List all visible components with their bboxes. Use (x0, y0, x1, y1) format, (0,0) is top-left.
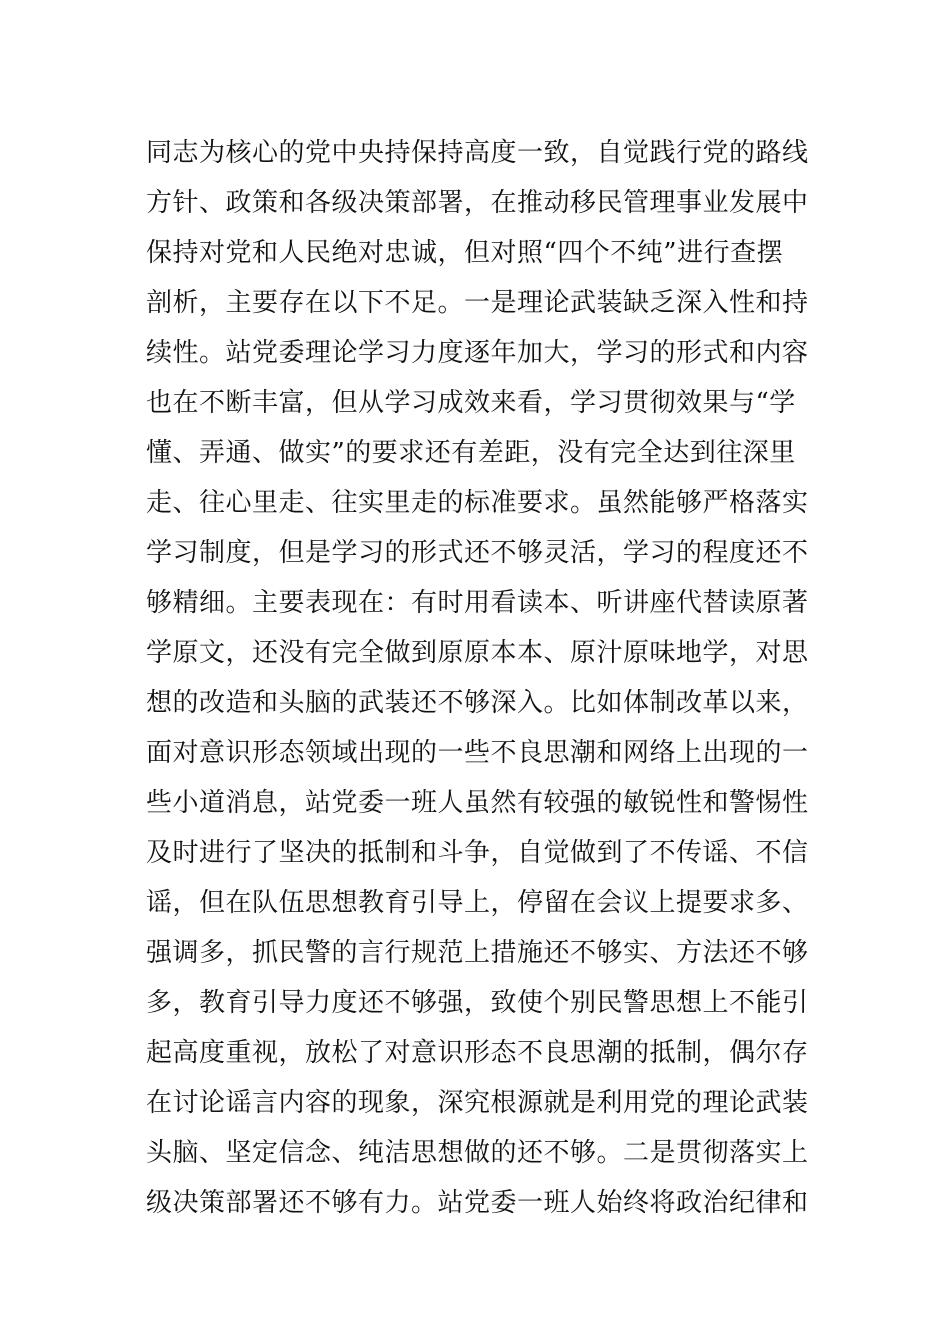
text-line: 强调多，抓民警的言行规范上措施还不够实、方法还不够 (146, 938, 809, 968)
text-line: 剖析，主要存在以下不足。一是理论武装缺乏深入性和持 (146, 288, 809, 318)
text-line: 走、往心里走、往实里走的标准要求。虽然能够严格落实 (146, 488, 809, 518)
text-line: 面对意识形态领域出现的一些不良思潮和网络上出现的一 (146, 738, 809, 768)
text-line: 保持对党和人民绝对忠诚，但对照“四个不纯”进行查摆 (146, 238, 784, 268)
text-line: 续性。站党委理论学习力度逐年加大，学习的形式和内容 (146, 338, 809, 368)
text-line: 同志为核心的党中央持保持高度一致，自觉践行党的路线 (146, 138, 809, 168)
text-line: 些小道消息，站党委一班人虽然有较强的敏锐性和警惕性 (146, 788, 809, 818)
body-paragraph (146, 128, 816, 1228)
text-line: 多，教育引导力度还不够强，致使个别民警思想上不能引 (146, 988, 809, 1018)
text-line: 及时进行了坚决的抵制和斗争，自觉做到了不传谣、不信 (146, 838, 809, 868)
text-line: 也在不断丰富，但从学习成效来看，学习贯彻效果与“学 (146, 388, 796, 418)
text-line: 学原文，还没有完全做到原原本本、原汁原味地学，对思 (146, 638, 809, 668)
text-line: 懂、弄通、做实”的要求还有差距，没有完全达到往深里 (146, 438, 796, 468)
text-line: 起高度重视，放松了对意识形态不良思潮的抵制，偶尔存 (146, 1038, 809, 1068)
text-line: 谣，但在队伍思想教育引导上，停留在会议上提要求多、 (146, 888, 809, 918)
text-line: 想的改造和头脑的武装还不够深入。比如体制改革以来， (146, 688, 809, 718)
text-line: 头脑、坚定信念、纯洁思想做的还不够。二是贯彻落实上 (146, 1138, 809, 1168)
text-line: 方针、政策和各级决策部署，在推动移民管理事业发展中 (146, 188, 809, 218)
text-line: 在讨论谣言内容的现象，深究根源就是利用党的理论武装 (146, 1088, 809, 1118)
text-line: 学习制度，但是学习的形式还不够灵活，学习的程度还不 (146, 538, 809, 568)
text-line: 够精细。主要表现在：有时用看读本、听讲座代替读原著 (146, 588, 809, 618)
text-line: 级决策部署还不够有力。站党委一班人始终将政治纪律和 (146, 1188, 809, 1218)
